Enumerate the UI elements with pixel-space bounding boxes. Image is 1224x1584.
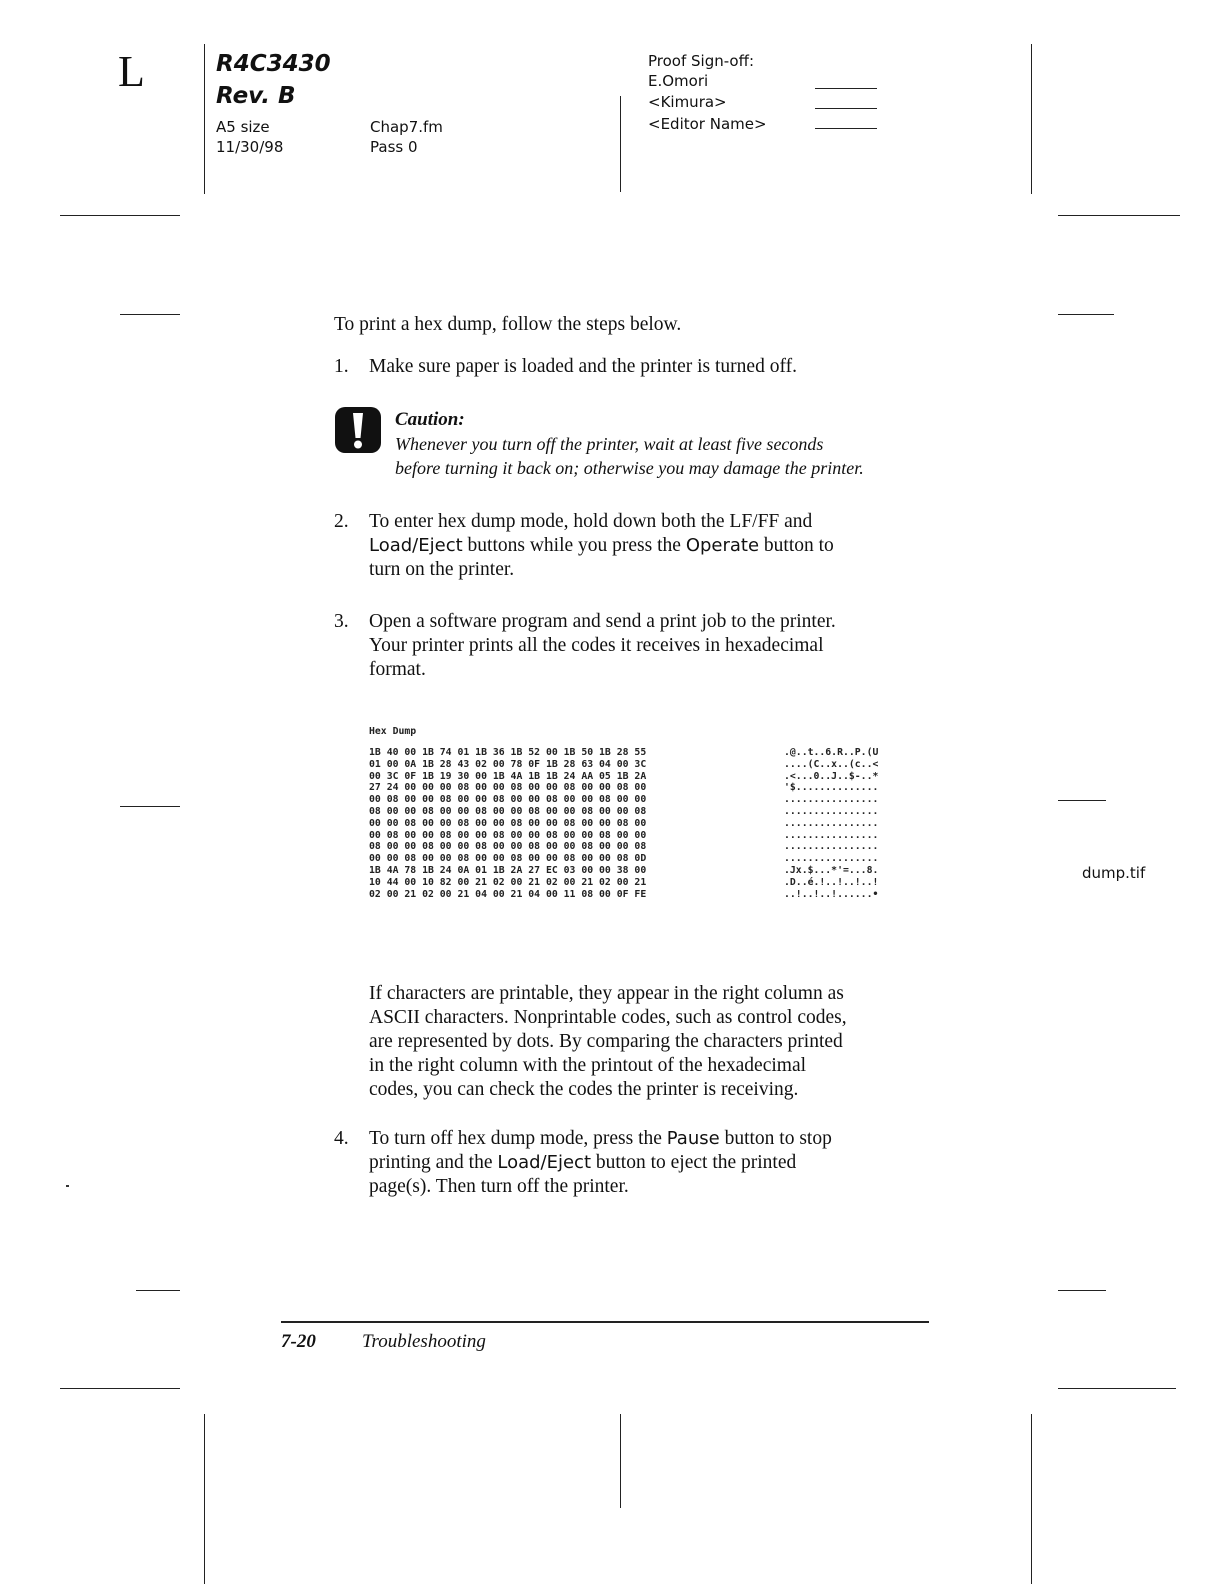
footer-rule bbox=[281, 1321, 929, 1323]
explanation-line: ASCII characters. Nonprintable codes, such as control codes, bbox=[369, 1007, 847, 1028]
step-4 bbox=[334, 1127, 934, 1207]
ascii-line: ..!..!..!......• bbox=[784, 888, 879, 900]
step-2-line-2 bbox=[369, 534, 934, 558]
load-eject-button-label: Load/Eject bbox=[497, 1152, 592, 1173]
step-2-text-part: button to bbox=[759, 535, 834, 556]
caution-line-2: before turning it back on; otherwise you may damage the printer. bbox=[395, 458, 864, 478]
caution-icon bbox=[334, 406, 382, 454]
crop-mark bbox=[136, 1290, 180, 1291]
ascii-line: ................ bbox=[784, 829, 879, 841]
step-3 bbox=[334, 610, 934, 690]
stray-dot bbox=[66, 1185, 69, 1187]
crop-mark bbox=[120, 806, 180, 807]
ascii-columns bbox=[784, 747, 878, 900]
step-3-line-3: format. bbox=[369, 659, 426, 680]
hex-line: 00 00 08 00 00 08 00 00 08 00 00 08 00 00 08 00 bbox=[369, 817, 647, 829]
hex-line: 10 44 00 10 82 00 21 02 00 21 02 00 21 02 00 21 bbox=[369, 876, 647, 888]
step-number: 4. bbox=[334, 1128, 349, 1149]
crop-mark bbox=[1058, 215, 1180, 216]
crop-mark bbox=[1058, 1388, 1176, 1389]
step-number: 2. bbox=[334, 511, 349, 532]
step-2 bbox=[334, 510, 934, 590]
step-2-line-1: To enter hex dump mode, hold down both the LF/FF and bbox=[369, 511, 813, 532]
figure-filename: dump.tif bbox=[1082, 864, 1146, 882]
section-name: Troubleshooting bbox=[362, 1331, 486, 1352]
pass-number: Pass 0 bbox=[370, 138, 418, 156]
signature-line-1 bbox=[815, 88, 877, 89]
step-1 bbox=[334, 355, 934, 381]
hex-columns bbox=[369, 747, 646, 900]
header-rule-right bbox=[1031, 44, 1032, 194]
intro-text: To print a hex dump, follow the steps below. bbox=[334, 314, 682, 335]
hex-line: 01 00 0A 1B 28 43 02 00 78 0F 1B 28 63 04 00 3C bbox=[369, 758, 647, 770]
operate-button-label: Operate bbox=[685, 535, 760, 556]
hex-line: 1B 4A 78 1B 24 0A 01 1B 2A 27 EC 03 00 00 38 00 bbox=[369, 864, 647, 876]
proof-title: Proof Sign-off: bbox=[648, 52, 754, 70]
caution-line-1: Whenever you turn off the printer, wait at least five seconds bbox=[395, 434, 824, 454]
step-3-line-1: Open a software program and send a print job to the printer. bbox=[369, 611, 836, 632]
ascii-line: ................ bbox=[784, 853, 879, 865]
crop-mark bbox=[204, 1414, 205, 1584]
crop-mark bbox=[1058, 314, 1114, 315]
step-number: 1. bbox=[334, 356, 349, 377]
ascii-line: ................ bbox=[784, 805, 879, 817]
step-4-line-1 bbox=[369, 1127, 934, 1151]
load-eject-button-label: Load/Eject bbox=[369, 535, 463, 556]
crop-mark bbox=[1058, 1290, 1106, 1291]
hex-dump-title: Hex Dump bbox=[369, 726, 417, 737]
step-4-text-part: printing and the bbox=[369, 1152, 498, 1173]
step-2-line-3: turn on the printer. bbox=[369, 559, 515, 580]
step-4-text-part: To turn off hex dump mode, press the bbox=[369, 1128, 667, 1149]
crop-mark bbox=[60, 1388, 180, 1389]
hex-dump-figure bbox=[369, 726, 929, 926]
ascii-line: ................ bbox=[784, 817, 879, 829]
step-4-line-2 bbox=[369, 1151, 934, 1175]
crop-mark bbox=[1031, 1414, 1032, 1584]
step-text bbox=[369, 510, 934, 582]
explanation-line: If characters are printable, they appear in the right column as bbox=[369, 983, 844, 1004]
hex-line: 08 00 00 08 00 00 08 00 00 08 00 00 08 00 00 08 bbox=[369, 841, 647, 853]
page-number: 7-20 bbox=[281, 1331, 316, 1352]
step-text bbox=[369, 610, 934, 682]
crop-mark bbox=[120, 314, 180, 315]
ascii-line: ....(C..x..(c..< bbox=[784, 758, 879, 770]
ascii-line: '$.............. bbox=[784, 782, 879, 794]
ascii-line: .D..é.!..!..!..! bbox=[784, 876, 879, 888]
pause-button-label: Pause bbox=[666, 1128, 720, 1149]
step-4-text-part: button to stop bbox=[719, 1128, 832, 1149]
hex-line: 02 00 21 02 00 21 04 00 21 04 00 11 08 00 0F FE bbox=[369, 888, 647, 900]
explanation-line: are represented by dots. By comparing the characters printed bbox=[369, 1031, 843, 1052]
signature-line-3 bbox=[815, 128, 877, 129]
step-4-text-part: button to eject the printed bbox=[591, 1152, 797, 1173]
step-3-line-2: Your printer prints all the codes it receives in hexadecimal bbox=[369, 635, 824, 656]
step-2-text-part: buttons while you press the bbox=[462, 535, 686, 556]
hex-line: 00 00 08 00 00 08 00 00 08 00 00 08 00 00 08 0D bbox=[369, 853, 647, 865]
hex-line: 00 08 00 00 08 00 00 08 00 00 08 00 00 08 00 00 bbox=[369, 829, 647, 841]
hex-line: 1B 40 00 1B 74 01 1B 36 1B 52 00 1B 50 1B 28 55 bbox=[369, 747, 647, 758]
step-text bbox=[369, 1127, 934, 1199]
explanation-line: codes, you can check the codes the printer is receiving. bbox=[369, 1079, 799, 1100]
hex-line: 27 24 00 00 00 08 00 00 08 00 00 08 00 00 08 00 bbox=[369, 782, 647, 794]
explanation-line: in the right column with the printout of the hexadecimal bbox=[369, 1055, 807, 1076]
doc-date: 11/30/98 bbox=[216, 138, 284, 156]
signature-line-2 bbox=[815, 108, 877, 109]
crop-mark bbox=[620, 1414, 621, 1508]
step-number: 3. bbox=[334, 611, 349, 632]
crop-mark bbox=[60, 215, 180, 216]
ascii-line: ................ bbox=[784, 841, 879, 853]
page-letter: L bbox=[118, 47, 145, 96]
explanation-paragraph bbox=[369, 982, 939, 1102]
ascii-line: .Jx.$...*'=...8. bbox=[784, 864, 879, 876]
ascii-line: ................ bbox=[784, 794, 879, 806]
step-4-line-3: page(s). Then turn off the printer. bbox=[369, 1176, 629, 1197]
ascii-line: .<...0..J..$-..* bbox=[784, 770, 879, 782]
caution-title: Caution: bbox=[395, 409, 465, 430]
header-rule-left bbox=[204, 44, 205, 194]
signer-2: <Kimura> bbox=[648, 93, 727, 111]
page-size: A5 size bbox=[216, 118, 270, 136]
signer-1: E.Omori bbox=[648, 72, 709, 90]
file-name: Chap7.fm bbox=[370, 118, 443, 136]
signer-3: <Editor Name> bbox=[648, 115, 767, 133]
hex-line: 00 08 00 00 08 00 00 08 00 00 08 00 00 08 00 00 bbox=[369, 794, 647, 806]
hex-line: 00 3C 0F 1B 19 30 00 1B 4A 1B 1B 24 AA 05 1B 2A bbox=[369, 770, 647, 782]
crop-mark bbox=[1058, 800, 1106, 801]
hex-line: 08 00 00 08 00 00 08 00 00 08 00 00 08 00 00 08 bbox=[369, 805, 647, 817]
revision: Rev. B bbox=[216, 83, 296, 109]
doc-code: R4C3430 bbox=[216, 51, 331, 77]
header-rule-middle bbox=[620, 96, 621, 192]
step-text: Make sure paper is loaded and the printer is turned off. bbox=[369, 356, 797, 377]
ascii-line: .@..t..6.R..P.(U bbox=[784, 747, 879, 758]
